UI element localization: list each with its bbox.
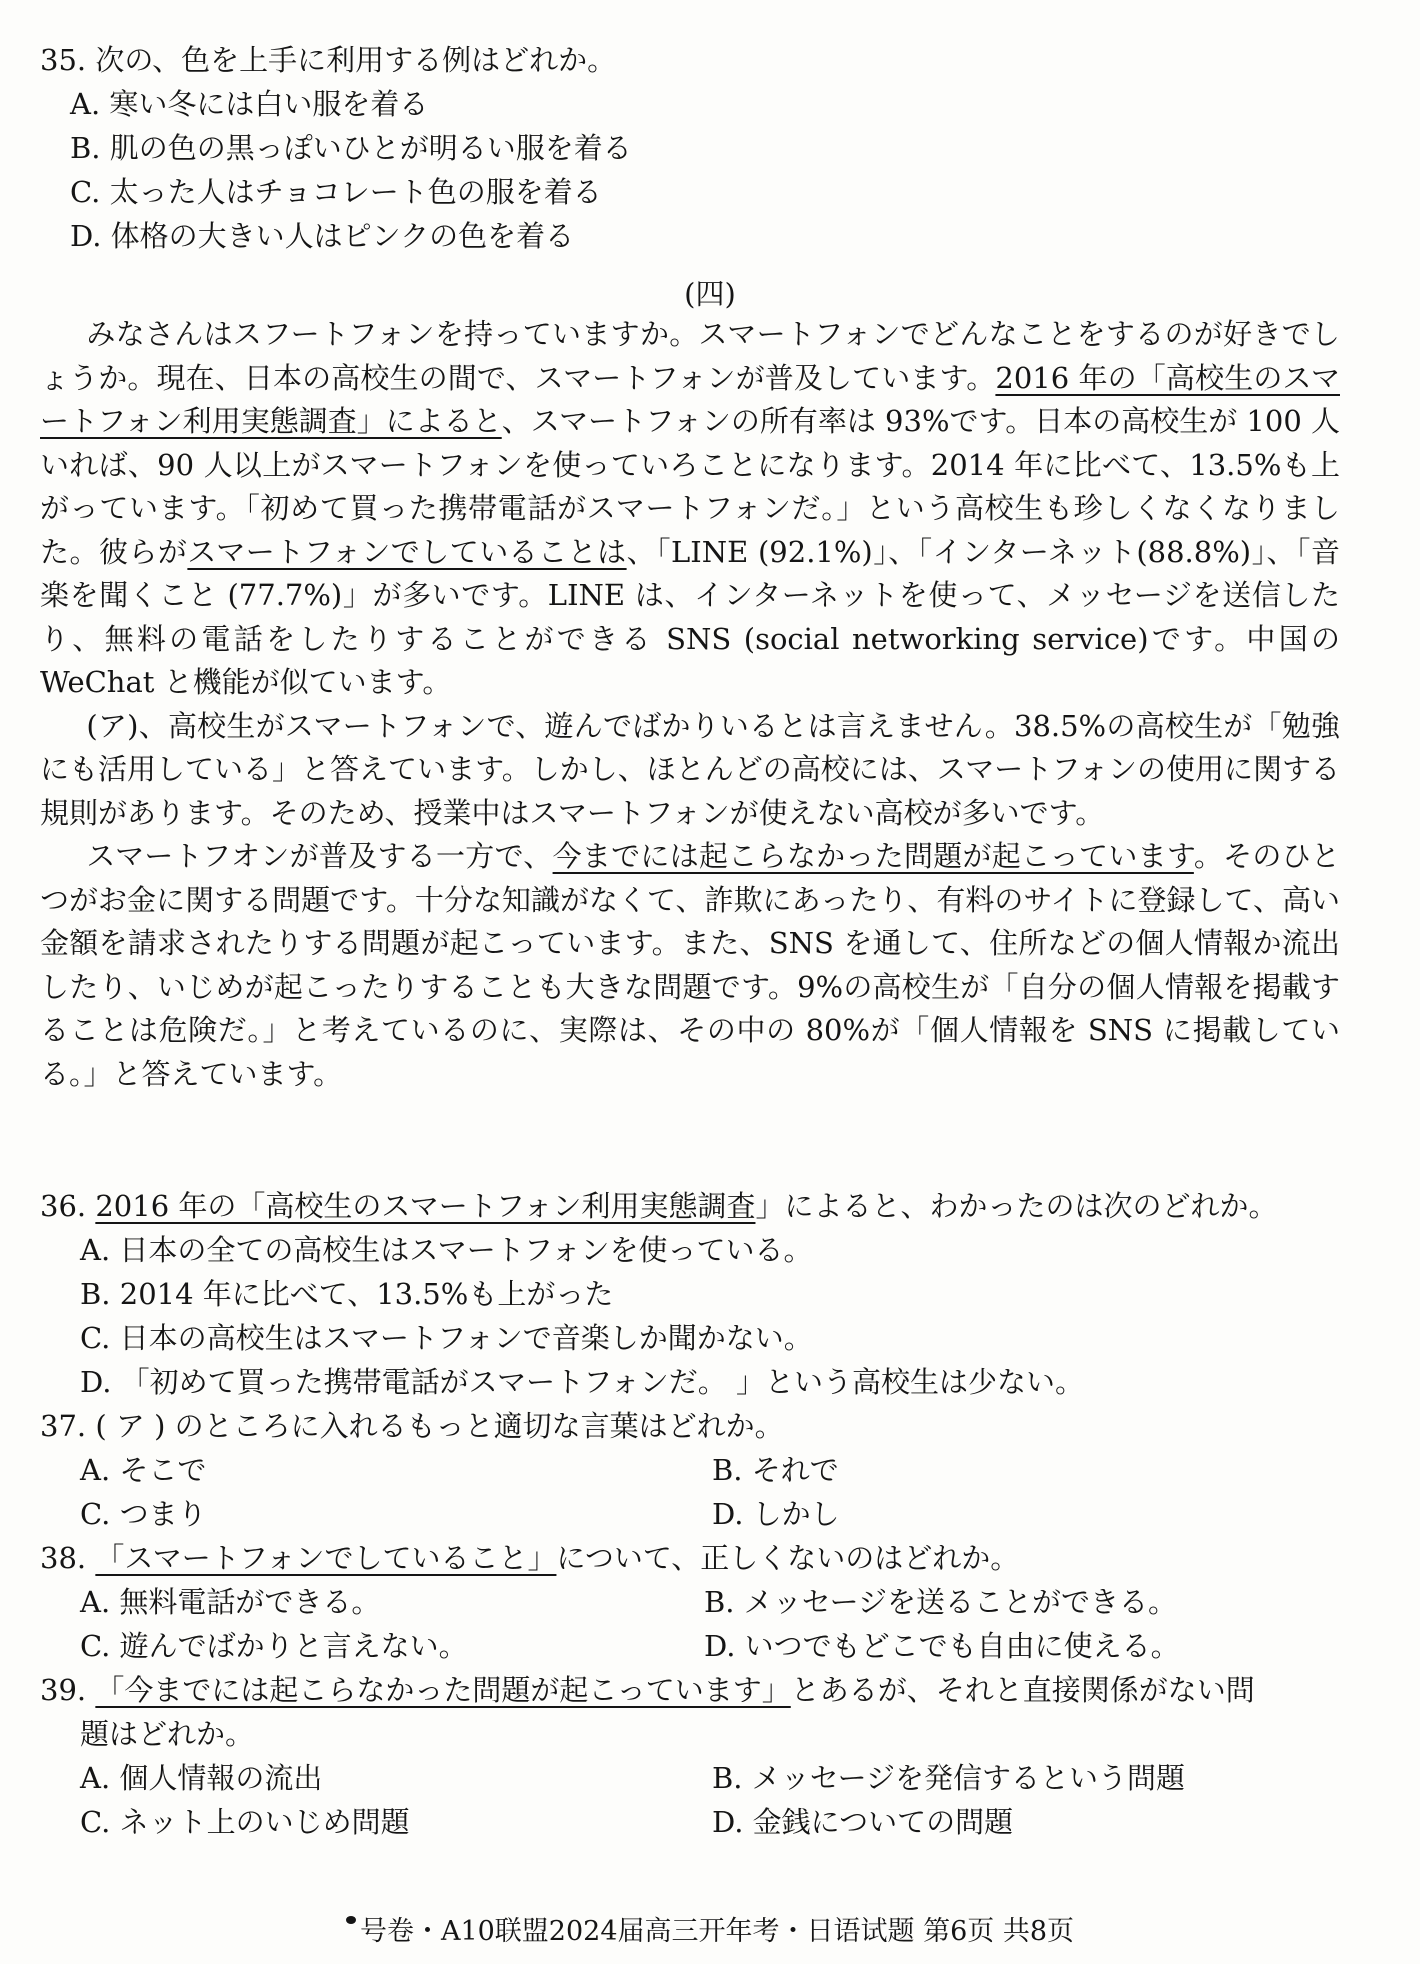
passage-text: 、「LINE (92.1%)」、「インターネット(88.8%)」、「音楽を聞くこと (77.7%)」が多いです。LINE は、インターネットを使って、メッセージを送信したり、無料の電話をしたりすることができる SNS (social networking service)です。中国の WeChat と機能が似ています。	[40, 534, 1340, 699]
passage-text: 、スマートフォンの所有率は 93%です。日本の高校生が 100 人いれば、90 人以上がスマートフォンを使っていろことになります。2014 年に比べて、13.5%も上がっています。「初めて買った携帯電話がスマートフォンだ。」という高校生も珍しくなくなりました。彼らが	[40, 404, 1341, 569]
q36-underlined: 2016 年の「高校生のスマートフォン利用実態調査	[95, 1189, 756, 1223]
q35-option-c: C. 太った人はチョコレート色の服を着る	[70, 175, 602, 209]
q35-option-b: B. 肌の色の黒っぽいひとが明るい服を着る	[70, 131, 632, 165]
passage-text: スマートフオンが普及する一方で、	[86, 839, 553, 873]
question-number: 38.	[40, 1541, 96, 1575]
q37-stem: 37. ( ア ) のところに入れるもっと適切な言葉はどれか。	[40, 1409, 784, 1443]
question-number: 36.	[40, 1189, 96, 1223]
q38-option-c: C. 遊んでばかりと言えない。	[80, 1629, 468, 1663]
q39-option-b: B. メッセージを発信するという問題	[712, 1761, 1186, 1795]
q38-option-b: B. メッセージを送ることができる。	[704, 1585, 1178, 1619]
passage-text: みなさんはスフートフォンを持っていますか。スマートフォンでどんなことをするのが好きでしょうか。現在、日本の高校生の間で、スマートフォンが普及しています。	[40, 317, 1340, 395]
footer-text: 号卷・A10联盟2024届高三开年考・日语试题 第6页 共8页	[359, 1916, 1075, 1947]
passage-paragraph-2: (ア)、高校生がスマートフォンで、遊んでばかりいるとは言えません。38.5%の高校生が「勉強にも活用している」と答えています。しかし、ほとんどの高校には、スマートフォンの使用に関する規則があります。そのため、授業中はスマートフォンが使えない高校が多いです。	[40, 708, 1340, 830]
q37-option-c: C. つまり	[80, 1497, 207, 1531]
page-footer	[0, 1912, 1420, 1952]
passage-paragraph-1	[40, 313, 1340, 705]
q37-option-a: A. そこで	[80, 1453, 207, 1487]
q39-option-c: C. ネット上のいじめ問題	[80, 1805, 410, 1839]
underlined-phrase-smartphone-use: スマートフォンでしていることは	[187, 534, 627, 569]
q35-option-a: A. 寒い冬には白い服を着る	[70, 87, 429, 121]
q38-option-d: D. いつでもどこでも自由に使える。	[704, 1629, 1180, 1663]
q37-option-d: D. しかし	[712, 1497, 840, 1531]
passage-paragraph-3	[40, 835, 1340, 1096]
q36-option-d: D. 「初めて買った携帯電話がスマートフォンだ。 」という高校生は少ない。	[80, 1365, 1084, 1399]
q39-stem-line-2: 題はどれか。	[80, 1717, 255, 1751]
q35-stem: 35. 次の、色を上手に利用する例はどれか。	[40, 43, 617, 77]
q38-underlined: 「スマートフォンでしていること」	[95, 1541, 557, 1575]
q38-stem	[40, 1536, 1340, 1580]
q36-stem	[40, 1184, 1340, 1228]
q35-option-d: D. 体格の大きい人はピンクの色を着る	[70, 219, 575, 253]
q38-option-a: A. 無料電話ができる。	[80, 1585, 381, 1619]
q37-option-b: B. それで	[712, 1453, 839, 1487]
q39-stem	[40, 1668, 1340, 1712]
question-number: 39.	[40, 1673, 96, 1707]
reading-passage	[40, 313, 1340, 1096]
q39-underlined: 「今までには起こらなかった問題が起こっています」	[95, 1673, 791, 1707]
q36-stem-rest: 」によると、わかったのは次のどれか。	[755, 1189, 1278, 1223]
underlined-phrase-survey: 2016 年の「高校生のスマートフォン利用実態調査」によると	[40, 360, 1340, 438]
q39-stem-rest: とあるが、それと直接関係がない問	[790, 1673, 1255, 1707]
q38-stem-rest: について、正しくないのはどれか。	[556, 1541, 1020, 1575]
q36-option-a: A. 日本の全ての高校生はスマートフォンを使っている。	[80, 1233, 813, 1267]
q36-option-c: C. 日本の高校生はスマートフォンで音楽しか聞かない。	[80, 1321, 813, 1355]
underlined-phrase-new-problems: 今までには起こらなかった問題が起こっています	[552, 839, 1194, 873]
q39-option-a: A. 個人情報の流出	[80, 1761, 323, 1795]
section-title: (四)	[684, 277, 736, 311]
q36-option-b: B. 2014 年に比べて、13.5%も上がった	[80, 1277, 614, 1311]
passage-text: 。そのひとつがお金に関する問題です。十分な知識がなくて、詐欺にあったり、有料のサイトに登録して、高い金額を請求されたりする問題が起こっています。また、SNS を通して、住所などの個人情報か流出したり、いじめが起こったりすることも大きな問題です。9%の高校生が「自分の個人情報を掲載することは危険だ。」と考えているのに、実際は、その中の 80%が「個人情報を SNS に掲載している。」と答えています。	[40, 839, 1340, 1091]
q39-option-d: D. 金銭についての問題	[712, 1805, 1014, 1839]
ink-dot-icon	[346, 1916, 356, 1924]
